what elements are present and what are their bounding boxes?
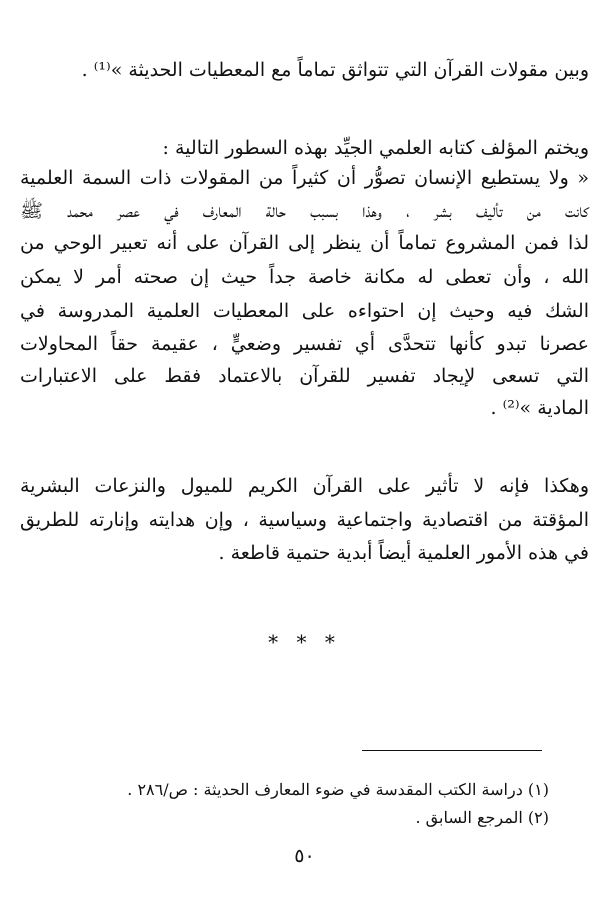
para1-line-1: وبين مقولات القرآن التي تتواثق تماماً مع المعطيات الحديثة »⁽¹⁾ . (81, 59, 589, 81)
para2-line-9: المادية »⁽²⁾ . (490, 397, 589, 419)
para2-line-7: عصرنا تبدو كأنها تتحدَّى أي تفسير وضعيٍّ ، عقيمة حقاً المحاولات (20, 333, 589, 355)
footnote-1 (20, 778, 549, 802)
para2-line-2: « ولا يستطيع الإنسان تصوُّر أن كثيراً من المقولات ذات السمة العلمية (20, 167, 589, 189)
footnote-1-text: دراسة الكتب المقدسة في ضوء المعارف الحديثة : ص/٢٨٦ . (127, 780, 523, 799)
para2-line-6: الشك فيه وحيث إن احتواءه على المعطيات العلمية المدروسة في (20, 300, 589, 322)
para2-line-5: الله ، وأن تعطى له مكانة خاصة جداً حيث إن صحته أمر لا يمكن (20, 266, 589, 288)
page-number: ٥٠ (294, 845, 315, 867)
para2-line-1: ويختم المؤلف كتابه العلمي الجيِّد بهذه السطور التالية : (162, 137, 589, 159)
footnote-2-number: (٢) (527, 808, 549, 827)
para3-line-2: المؤقتة من اقتصادية واجتماعية وسياسية ، وإن هدايته وإنارته للطريق (20, 509, 589, 531)
para3-line-1: وهكذا فإنه لا تأثير على القرآن الكريم للميول والنزعات البشرية (20, 475, 589, 497)
para2-line-4: لذا فمن المشروع تماماً أن ينظر إلى القرآن على أنه تعبير الوحي من (20, 232, 589, 254)
para3-line-3: في هذه الأمور العلمية أيضاً أبدية حتمية قاطعة . (218, 542, 589, 564)
footnote-divider (362, 750, 542, 751)
para2-line-3: كانت من تأليف بشر ، وهذا بسبب حالة المعارف في عصر محمد ﷺ (20, 200, 589, 222)
footnote-1-number: (١) (527, 780, 549, 799)
footnote-2-text: المرجع السابق . (415, 808, 523, 827)
para2-line-8: التي تسعى لإيجاد تفسير للقرآن بالاعتماد فقط على الاعتبارات (20, 365, 589, 387)
section-separator: * * * (268, 630, 341, 654)
footnote-2 (20, 806, 549, 830)
